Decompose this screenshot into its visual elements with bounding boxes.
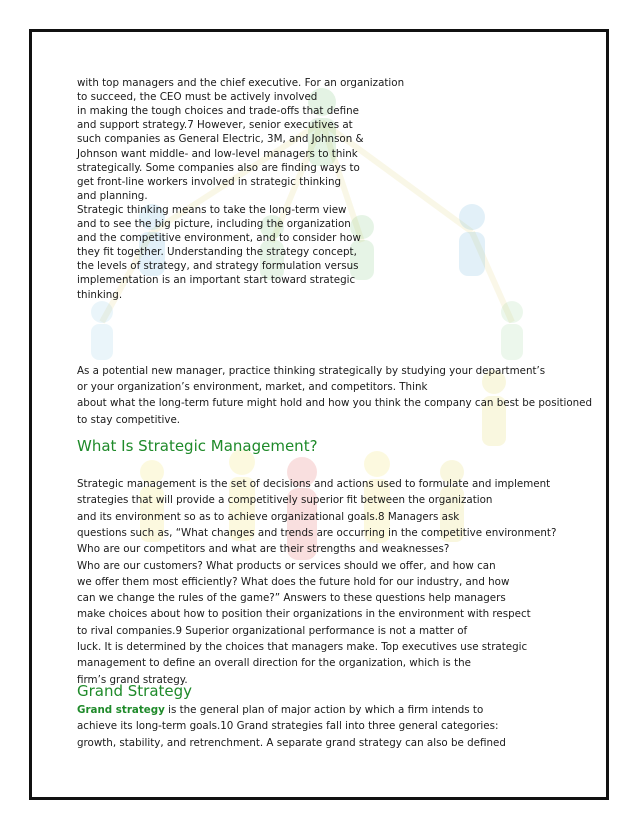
grand-strategy-text-line: achieve its long-term goals.10 Grand strategies fall into three general categories:: [77, 720, 499, 732]
strategic-management-text-line: firm’s grand strategy.: [77, 673, 188, 686]
intro-text-line: Johnson want middle- and low-level managers to think: [77, 147, 358, 160]
strategic-management-text-line: can we change the rules of the game?” Answers to these questions help managers: [77, 592, 506, 605]
strategic-management-text-line: strategies that will provide a competitively superior fit between the organization: [77, 494, 493, 507]
intro-text-line: they fit together. Understanding the strategy concept,: [77, 246, 357, 259]
potential-manager-text-line: or your organization’s environment, market, and competitors. Think: [77, 381, 428, 394]
intro-text-line: and to see the big picture, including the organization: [77, 218, 351, 230]
grand-strategy-term: Grand strategy: [77, 704, 165, 716]
strategic-management-text-line: Who are our customers? What products or services should we offer, and how can: [77, 559, 496, 572]
strategic-management-text-line: Who are our competitors and what are their strengths and weaknesses?: [77, 543, 450, 556]
intro-text-line: with top managers and the chief executive. For an organization: [77, 77, 405, 89]
intro-text-line: such companies as General Electric, 3M, and Johnson &: [77, 133, 364, 146]
grand-strategy-definition-text: is the general plan of major action by which a firm intends to: [164, 704, 484, 716]
potential-manager-text-line: to stay competitive.: [77, 413, 181, 426]
intro-text-line: strategically. Some companies also are finding ways to: [77, 161, 360, 174]
intro-text-line: in making the tough choices and trade-offs that define: [77, 105, 359, 118]
strategic-management-text-line: make choices about how to position their organizations in the environment with respect: [77, 608, 531, 621]
strategic-management-text-line: luck. It is determined by the choices that managers make. Top executives use strategic: [77, 641, 528, 653]
document-body: [32, 32, 606, 797]
intro-text-line: and planning.: [77, 189, 148, 202]
intro-text-line: to succeed, the CEO must be actively involved: [77, 91, 318, 104]
strategic-management-text-line: Strategic management is the set of decisions and actions used to formulate and implement: [77, 478, 551, 490]
intro-text-line: implementation is an important start toward strategic: [77, 274, 356, 287]
strategic-management-text-line: we offer them most efficiently? What does the future hold for our industry, and how: [77, 575, 510, 588]
potential-manager-text-line: As a potential new manager, practice thinking strategically by studying your department’s: [77, 365, 546, 377]
intro-text-line: and the competitive environment, and to consider how: [77, 232, 361, 245]
strategic-management-text-line: and its environment so as to achieve organizational goals.8 Managers ask: [77, 510, 460, 523]
intro-text-line: Strategic thinking means to take the long-term view: [77, 203, 347, 216]
intro-text-line: thinking.: [77, 288, 123, 301]
strategic-management-text-line: questions such as, “What changes and trends are occurring in the competitive environment?: [77, 526, 557, 539]
grand-strategy-definition-line: [77, 703, 483, 717]
strategic-management-text-line: management to define an overall direction for the organization, which is the: [77, 657, 471, 670]
strategic-management-text-line: to rival companies.9 Superior organizational performance is not a matter of: [77, 624, 468, 637]
intro-text-line: get front-line workers involved in strategic thinking: [77, 175, 342, 188]
section-heading-grand-strategy: Grand Strategy: [77, 682, 193, 700]
intro-text-line: and support strategy.7 However, senior executives at: [77, 119, 353, 132]
grand-strategy-text-line: growth, stability, and retrenchment. A separate grand strategy can also be defined: [77, 736, 506, 749]
intro-text-line: the levels of strategy, and strategy formulation versus: [77, 260, 359, 273]
document-page: [29, 29, 609, 800]
potential-manager-text-line: about what the long-term future might hold and how you think the company can best be positioned: [77, 397, 593, 410]
section-heading-strategic-management: What Is Strategic Management?: [77, 437, 318, 455]
